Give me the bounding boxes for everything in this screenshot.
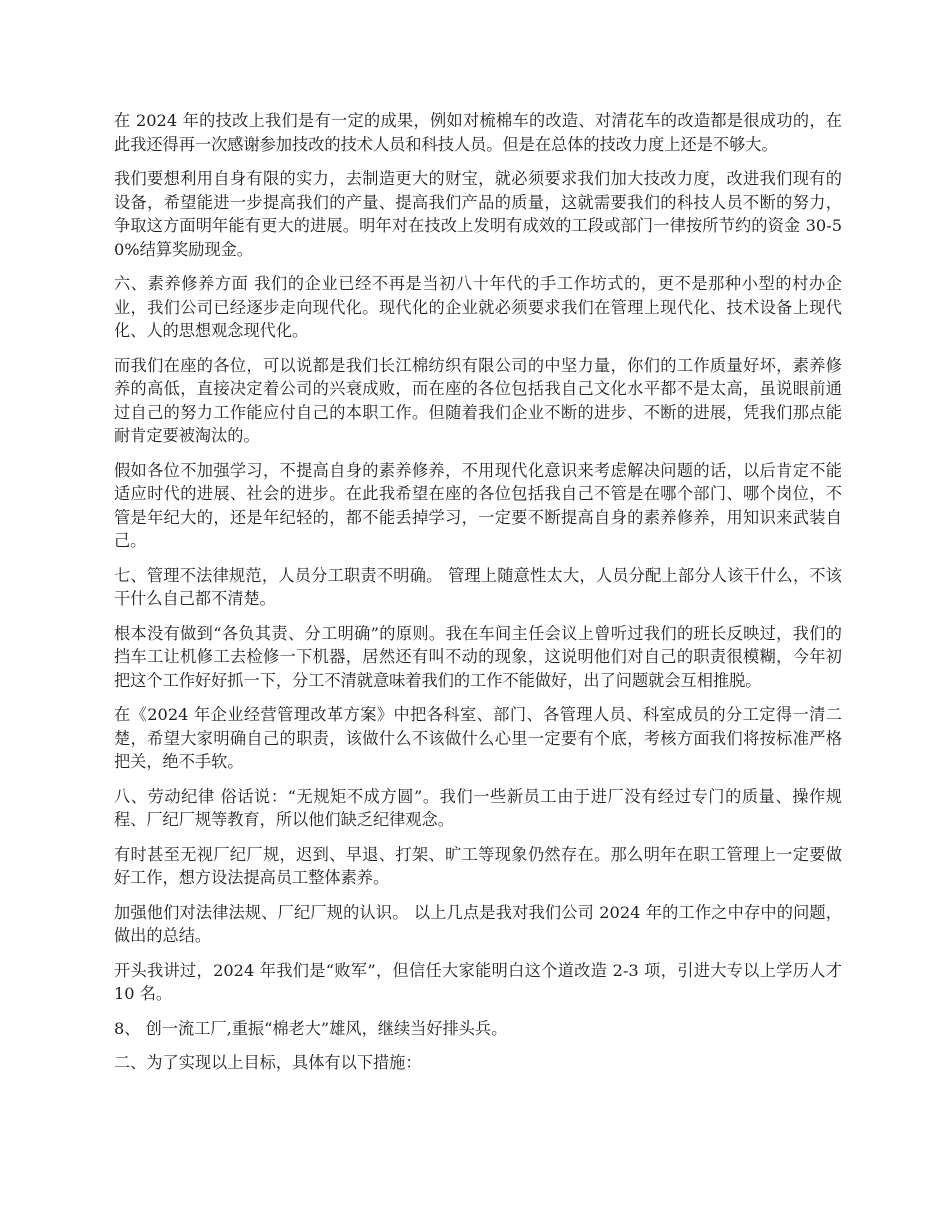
paragraph: 六、素养修养方面 我们的企业已经不再是当初八十年代的手工作坊式的，更不是那种小型的村办企业，我们公司已经逐步走向现代化。现代化的企业就必须要求我们在管理上现代化、技术设备上现代化、人的思想观念现代化。 [114, 274, 842, 340]
document-body [114, 109, 842, 1086]
paragraph: 根本没有做到“各负其责、分工明确”的原则。我在车间主任会议上曾听过我们的班长反映过，我们的挡车工让机修工去检修一下机器，居然还有叫不动的现象，这说明他们对自己的职责很模糊，今年初把这个工作好好抓一下，分工不清就意味着我们的工作不能做好，出了问题就会互相推脱。 [114, 623, 842, 690]
paragraph: 七、管理不法律规范，人员分工职责不明确。 管理上随意性太大，人员分配上部分人该干什么，不该干什么自己都不清楚。 [114, 565, 842, 608]
paragraph: 八、劳动纪律 俗话说：“无规矩不成方圆”。我们一些新员工由于进厂没有经过专门的质量、操作规程、厂纪厂规等教育，所以他们缺乏纪律观念。 [114, 786, 842, 829]
paragraph: 加强他们对法律法规、厂纪厂规的认识。 以上几点是我对我们公司 2024 年的工作之中存中的问题，做出的总结。 [114, 902, 842, 945]
paragraph: 在 2024 年的技改上我们是有一定的成果，例如对梳棉车的改造、对清花车的改造都是很成功的，在此我还得再一次感谢参加技改的技术人员和科技人员。但是在总体的技改力度上还是不够大。 [114, 111, 842, 154]
paragraph: 在《2024 年企业经营管理改革方案》中把各科室、部门、各管理人员、科室成员的分工定得一清二楚，希望大家明确自己的职责，该做什么不该做什么心里一定要有个底，考核方面我们将按标准严格把关，绝不手软。 [114, 705, 842, 771]
paragraph: 8、 创一流工厂,重振“棉老大”雄风，继续当好排头兵。 [114, 1018, 508, 1038]
paragraph: 我们要想利用自身有限的实力，去制造更大的财宝，就必须要求我们加大技改力度，改进我们现有的设备，希望能进一步提高我们的产量、提高我们产品的质量，这就需要我们的科技人员不断的努力，争取这方面明年能有更大的进展。明年对在技改上发明有成效的工段或部门一律按所节约的资金 30-50%结算奖励现金。 [114, 169, 842, 259]
paragraph: 假如各位不加强学习，不提高自身的素养修养，不用现代化意识来考虑解决问题的话，以后肯定不能适应时代的进展、社会的进步。在此我希望在座的各位包括我自己不管是在哪个部门、哪个岗位，不管是年纪大的，还是年纪轻的，都不能丢掉学习，一定要不断提高自身的素养修养，用知识来武装自己。 [114, 460, 842, 550]
paragraph: 二、为了实现以上目标，具体有以下措施： [114, 1053, 422, 1072]
paragraph: 有时甚至无视厂纪厂规，迟到、早退、打架、旷工等现象仍然存在。那么明年在职工管理上一定要做好工作，想方设法提高员工整体素养。 [114, 844, 842, 887]
paragraph: 而我们在座的各位，可以说都是我们长江棉纺织有限公司的中坚力量，你们的工作质量好坏，素养修养的高低，直接决定着公司的兴衰成败，而在座的各位包括我自己文化水平都不是太高，虽说眼前通过自己的努力工作能应付自己的本职工作。但随着我们企业不断的进步、不断的进展，凭我们那点能耐肯定要被淘汰的。 [114, 355, 842, 445]
paragraph: 开头我讲过，2024 年我们是“败军”，但信任大家能明白这个道改造 2-3 项，引进大专以上学历人才 10 名。 [114, 960, 842, 1003]
